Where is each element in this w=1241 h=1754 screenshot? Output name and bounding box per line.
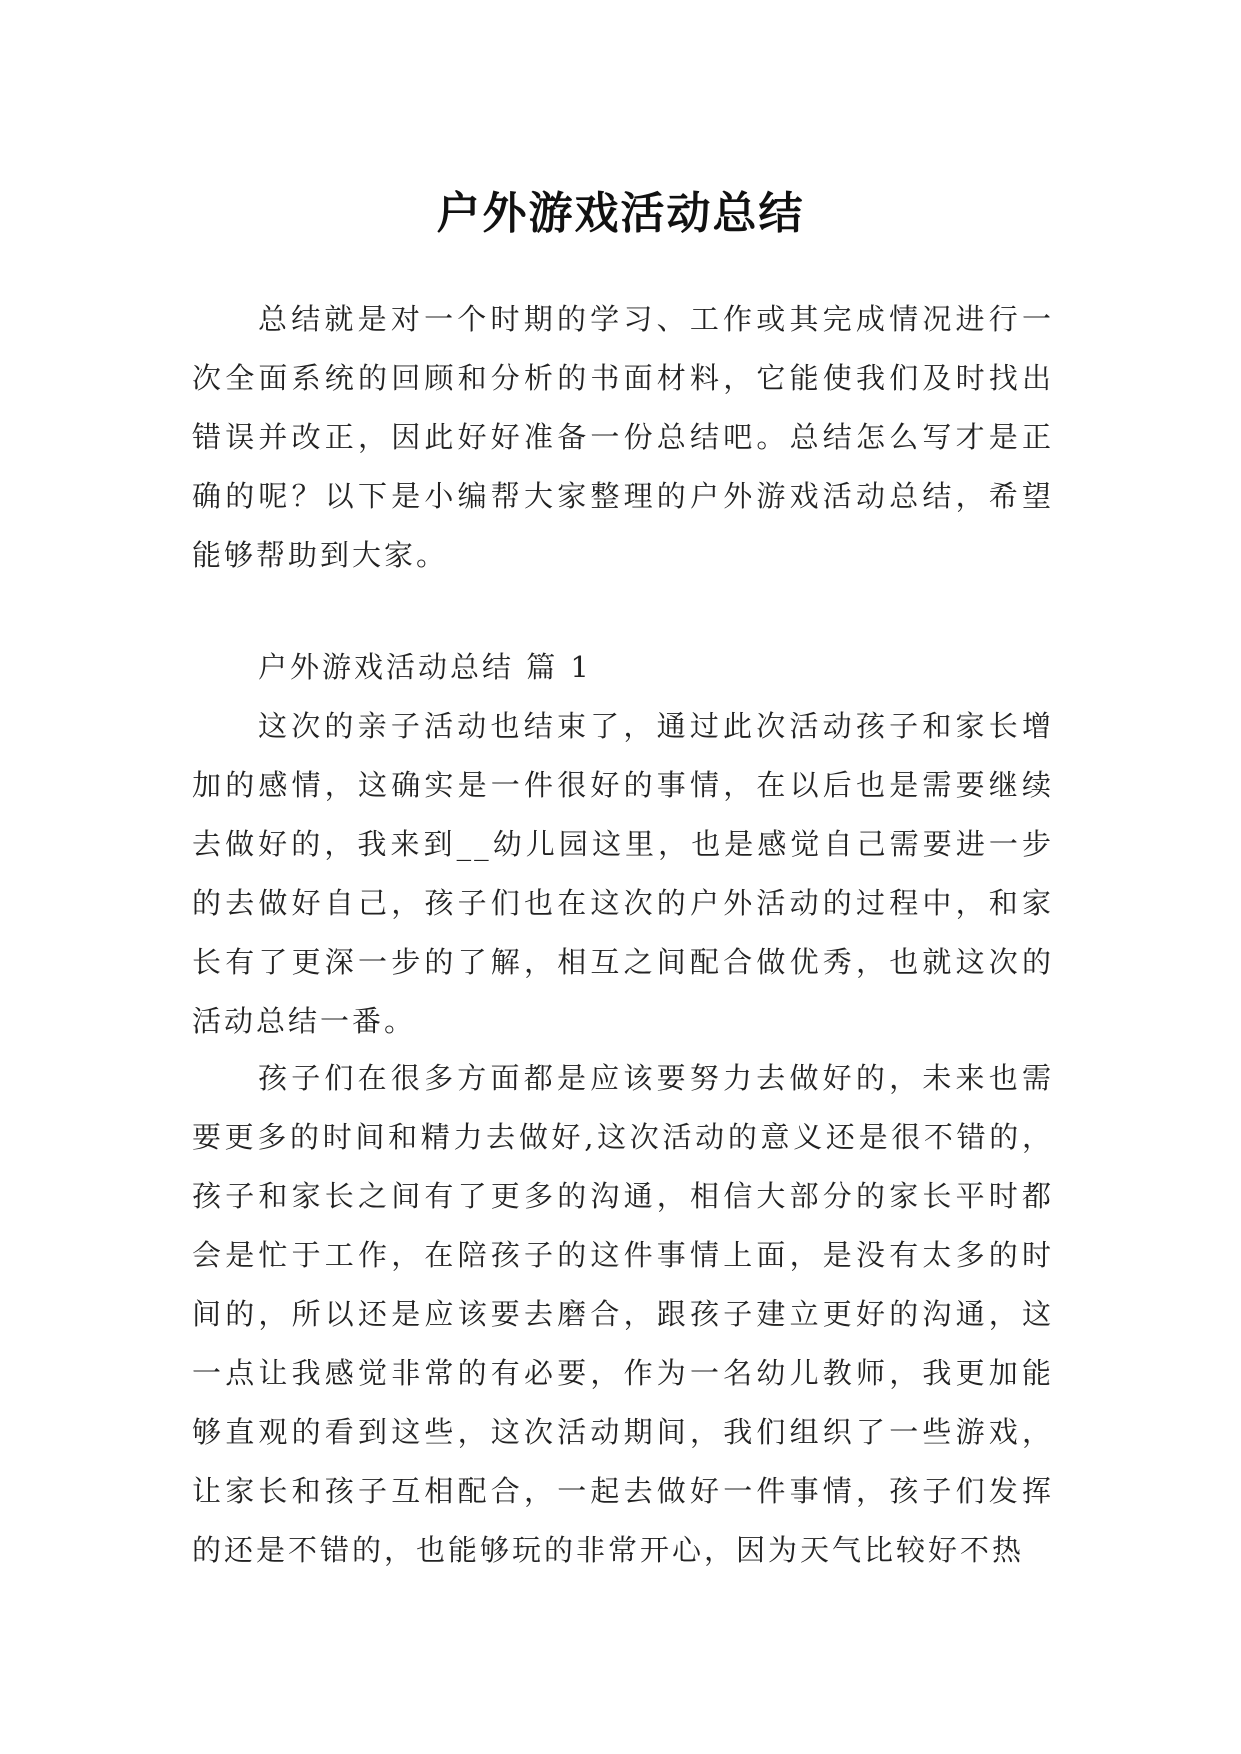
- section-heading: 户外游戏活动总结 篇 1: [258, 650, 592, 684]
- body-paragraph-2: 孩子们在很多方面都是应该要努力去做好的，未来也需要更多的时间和精力去做好,这次活动的意义还是很不错的，孩子和家长之间有了更多的沟通，相信大部分的家长平时都会是忙于工作，在陪孩子的这件事情上面，是没有太多的时间的，所以还是应该要去磨合，跟孩子建立更好的沟通，这一点让我感觉非常的有必要，作为一名幼儿教师，我更加能够直观的看到这些，这次活动期间，我们组织了一些游戏，让家长和孩子互相配合，一起去做好一件事情，孩子们发挥的还是不错的，也能够玩的非常开心，因为天气比较好不热: [192, 1061, 1054, 1567]
- document-title: 户外游戏活动总结: [436, 188, 805, 240]
- body-paragraph-1: 这次的亲子活动也结束了，通过此次活动孩子和家长增加的感情，这确实是一件很好的事情，在以后也是需要继续去做好的，我来到__幼儿园这里，也是感觉自己需要进一步的去做好自己，孩子们也在这次的户外活动的过程中，和家长有了更深一步的了解，相互之间配合做优秀，也就这次的活动总结一番。: [192, 709, 1054, 1038]
- intro-paragraph: 总结就是对一个时期的学习、工作或其完成情况进行一次全面系统的回顾和分析的书面材料，它能使我们及时找出错误并改正，因此好好准备一份总结吧。总结怎么写才是正确的呢？以下是小编帮大家整理的户外游戏活动总结，希望能够帮助到大家。: [192, 302, 1054, 572]
